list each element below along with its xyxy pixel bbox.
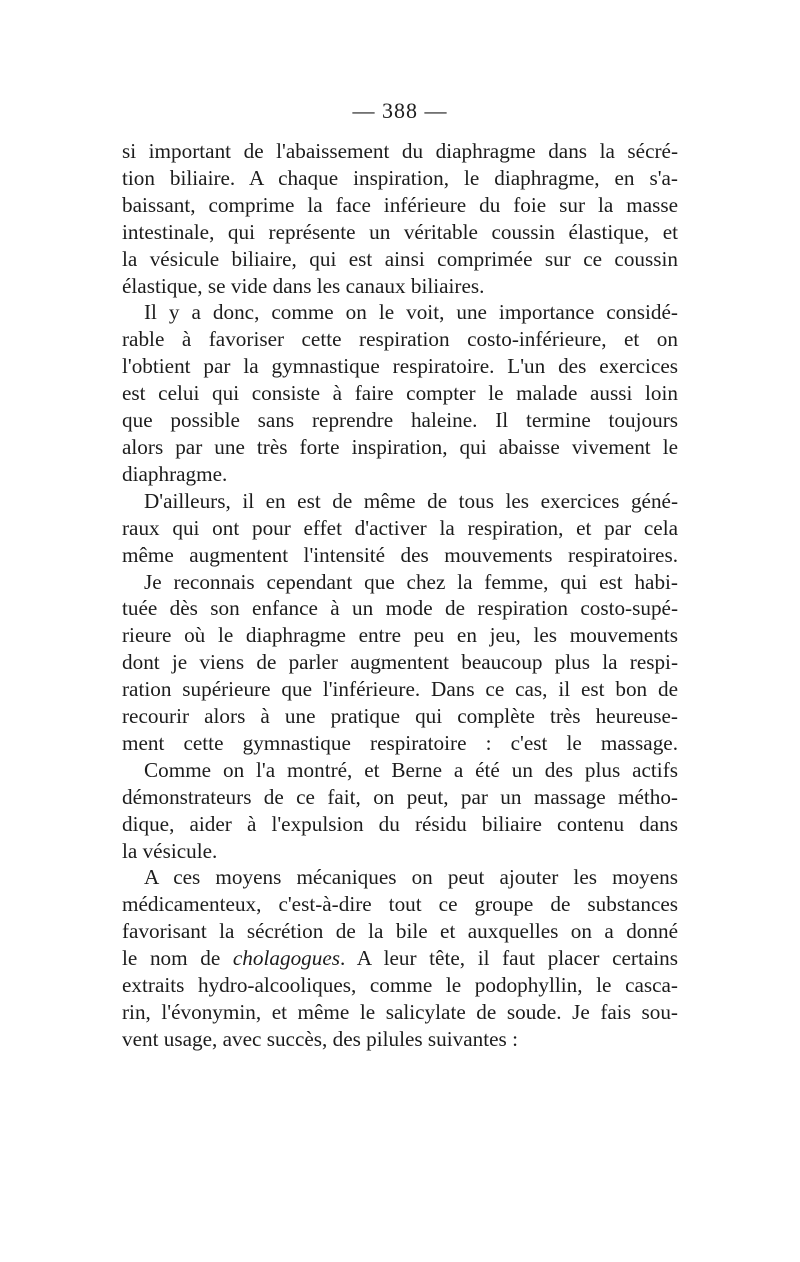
text-line: D'ailleurs, il en est de même de tous les exercices géné- <box>144 488 678 513</box>
text-line: extraits hydro-alcooliques, comme le podophyllin, le casca- <box>122 973 678 998</box>
text-line: ration supérieure que l'inférieure. Dans ce cas, il est bon de <box>122 677 678 702</box>
text-line: que possible sans reprendre haleine. Il termine toujours <box>122 408 678 433</box>
body-text <box>122 138 678 1053</box>
text-line-with-italic <box>122 945 678 972</box>
text-line: Comme on l'a montré, et Berne a été un des plus actifs <box>144 757 678 782</box>
text-line: l'obtient par la gymnastique respiratoire. L'un des exercices <box>122 354 678 379</box>
text-line: Je reconnais cependant que chez la femme, qui est habi- <box>144 569 678 594</box>
text-line: dont je viens de parler augmentent beaucoup plus la respi- <box>122 650 678 675</box>
page-number: — 388 — <box>352 98 448 123</box>
paragraph-5 <box>122 757 678 865</box>
text-line: la vésicule. <box>122 838 218 863</box>
text-segment: le nom de <box>122 946 233 971</box>
paragraph-2 <box>122 299 678 487</box>
paragraph-3 <box>122 488 678 569</box>
text-line: est celui qui consiste à faire compter le malade aussi loin <box>122 381 678 406</box>
text-line: ment cette gymnastique respiratoire : c'est le massage. <box>122 730 678 755</box>
text-line: tion biliaire. A chaque inspiration, le diaphragme, en s'a- <box>122 165 678 190</box>
text-line: rable à favoriser cette respiration costo-inférieure, et on <box>122 327 678 352</box>
text-line: Il y a donc, comme on le voit, une importance considé- <box>144 300 678 325</box>
italic-term: cholagogues <box>232 946 341 971</box>
text-line: diaphragme. <box>122 461 228 486</box>
paragraph-4 <box>122 569 678 757</box>
text-line: médicamenteux, c'est-à-dire tout ce groupe de substances <box>122 892 678 917</box>
text-line: raux qui ont pour effet d'activer la respiration, et par cela <box>122 515 678 540</box>
text-line: intestinale, qui représente un véritable coussin élastique, et <box>122 219 678 244</box>
text-line: démonstrateurs de ce fait, on peut, par un massage métho- <box>122 784 678 809</box>
text-line: recourir alors à une pratique qui complète très heureuse- <box>122 704 678 729</box>
text-line: la vésicule biliaire, qui est ainsi comprimée sur ce coussin <box>122 246 678 271</box>
text-line: alors par une très forte inspiration, qui abaisse vivement le <box>122 434 678 459</box>
text-segment: . A leur tête, il faut placer certains <box>340 946 678 971</box>
text-line: même augmentent l'intensité des mouvements respiratoires. <box>122 542 678 567</box>
paragraph-1 <box>122 138 678 299</box>
text-line: si important de l'abaissement du diaphragme dans la sécré- <box>122 139 678 163</box>
text-line: A ces moyens mécaniques on peut ajouter les moyens <box>144 865 678 890</box>
text-line: tuée dès son enfance à un mode de respiration costo-supé- <box>122 596 678 621</box>
text-line: baissant, comprime la face inférieure du foie sur la masse <box>122 192 678 217</box>
paragraph-6 <box>122 864 678 1052</box>
text-line: rin, l'évonymin, et même le salicylate de soude. Je fais sou- <box>122 1000 678 1024</box>
text-line: vent usage, avec succès, des pilules suivantes : <box>122 1026 518 1051</box>
text-line: dique, aider à l'expulsion du résidu biliaire contenu dans <box>122 811 678 836</box>
text-line: rieure où le diaphragme entre peu en jeu, les mouvements <box>122 623 678 648</box>
text-line: favorisant la sécrétion de la bile et auxquelles on a donné <box>122 919 678 944</box>
text-line: élastique, se vide dans les canaux biliaires. <box>122 273 485 298</box>
